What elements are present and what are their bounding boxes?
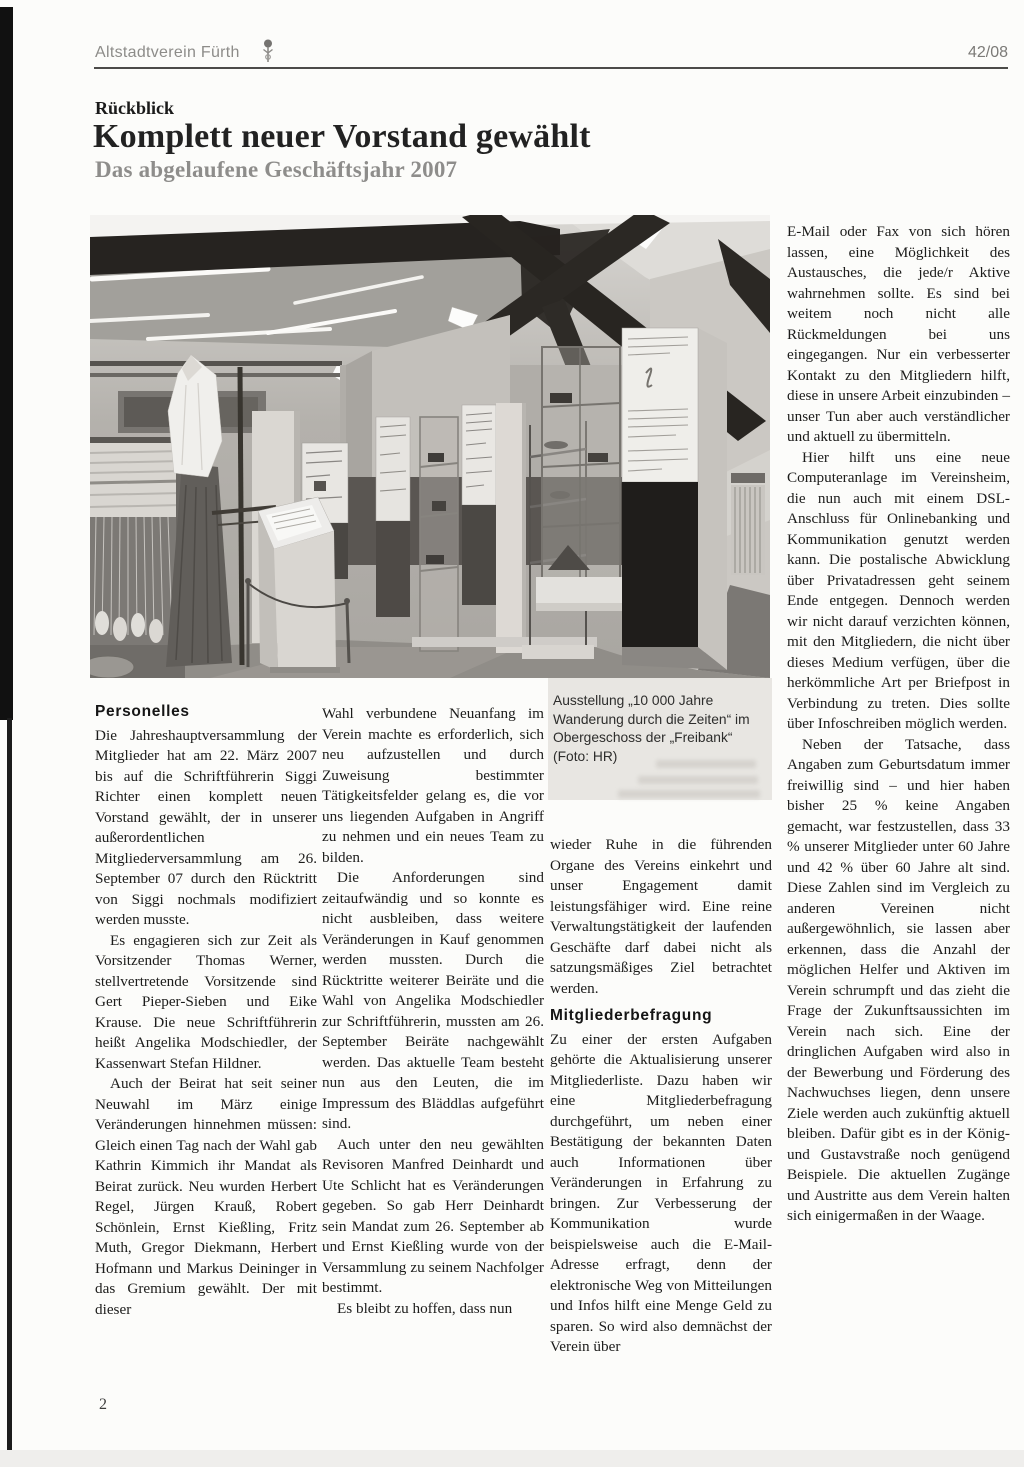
article-subtitle: Das abgelaufene Geschäftsjahr 2007 bbox=[95, 157, 458, 182]
scan-edge-artifact bbox=[0, 7, 13, 720]
section-heading-mitgliederbefragung: Mitgliederbefragung bbox=[550, 1007, 713, 1024]
section-heading-personelles: Personelles bbox=[95, 703, 190, 720]
masthead-rule bbox=[94, 67, 1008, 69]
paragraph: Es bleibt zu hoffen, dass nun bbox=[337, 1299, 513, 1317]
paragraph: Wahl verbundene Neuanfang im Verein machte es erforderlich, sich neu aufzustellen und durch Zuweisung bestimmter Tätigkeitsfelder gelang es, die vor uns liegenden Aufgaben in Angriff zu nehmen und ein neues Team zu bilden. bbox=[322, 705, 544, 866]
text-column-3 bbox=[550, 835, 772, 1358]
brand-name: Altstadtverein Fürth bbox=[95, 44, 240, 61]
text-column-1 bbox=[95, 702, 317, 1320]
text-column-2 bbox=[322, 704, 544, 1319]
altstadtverein-logo-icon bbox=[258, 38, 278, 65]
paragraph: Hier hilft uns eine neue Computeranlage im Vereinsheim, die nun auch mit einem DSL-Anschluss für Onlinebanking und Kommunikation genutzt werden kann. Die postalische Abwicklung über Privatadressen geht seinem Ende entgegen. Dennoch werden wir nicht darauf verzichten können, mit den Mitgliedern, die nicht über dieses Medium verfügen, über die herkömmliche Art per Briefpost in Verbindung zu treten. Dies sollte über Infoschreiben möglich werden. bbox=[787, 448, 1010, 732]
page-number: 2 bbox=[99, 1396, 107, 1413]
paragraph: Es engagieren sich zur Zeit als Vorsitzender Thomas Werner, stellvertretende Vorsitzende sind Gert Pieper-Sieben und Eike Krause. Die neue Schriftführerin heißt Angelika Modschiedler, der Kassenwart Stefan Hildner. bbox=[95, 931, 317, 1072]
paragraph: E-Mail oder Fax von sich hören lassen, eine Möglichkeit des Austausches, die jede/r Aktive wahrnehmen sollte. Es sind bei weitem noch nicht alle Rückmeldungen bei uns eingegangen. Nur ein verbesserter Kontakt zu den Mitgliedern hilft, diese in unsere Arbeit einzubinden – unser Tun aber auch verständlicher und aktuell zu übermitteln. bbox=[787, 223, 1010, 445]
paragraph: Auch der Beirat hat seit seiner Neuwahl im März einige Veränderungen hinnehmen müssen: Gleich einen Tag nach der Wahl gab Kathrin Kimmich ihr Mandat als Beirat zurück. Neu wurden Herbert Regel, Jürgen Krauß, Robert Schönlein, Ernst Kießling, Fritz Muth, Gregor Diekmann, Herbert Hofmann und Markus Deininger in das Gremium gewählt. Der mit dieser bbox=[95, 1075, 317, 1318]
paragraph: Die Anforderungen sind zeitaufwändig und so konnte es nicht ausbleiben, dass weitere Veränderungen in Kauf genommen werden mussten. Durch die Rücktritte weiterer Beiräte und die Wahl von Angelika Modschiedler zur Schriftführerin, mussten am 26. September Beiräte nachgewählt werden. Das aktuelle Team besteht nun aus den Leuten, die im Impressum des Bläddlas aufgeführt sind. bbox=[322, 869, 544, 1132]
paragraph: Neben der Tatsache, dass Angaben zum Geburtsdatum immer freiwillig sind – und hier haben bisher 25 % keine Angaben gemacht, war festzustellen, dass 33 % unserer Mitglieder unter 60 Jahre und 42 % über 60 Jahre alt sind. Diese Zahlen sind im Vergleich zu anderen Vereinen nicht außergewöhnlich, sie lassen aber erkennen, dass die Anzahl der möglichen Helfer und Aktiven im Verein schrumpft und das zieht die Frage der Zukunftsaussichten im Verein nach sich. Eine der dringlichen Aufgaben wird also in der Bewerbung und Förderung des Nachwuchses liegen, denn unsere Ziele werden auch zukünftig aktuell bleiben. Dafür gibt es in der König- und Gustavstraße noch genügend Beispiele. Die aktuellen Zugänge und Austritte aus dem Verein halten sich einigermaßen in der Waage. bbox=[787, 735, 1010, 1224]
article-kicker: Rückblick bbox=[95, 98, 175, 118]
article-title: Komplett neuer Vorstand gewählt bbox=[93, 118, 591, 155]
scan-edge-artifact-thin bbox=[7, 718, 12, 1460]
exhibition-photo bbox=[90, 215, 770, 678]
text-column-4 bbox=[787, 222, 1010, 1227]
paragraph: wieder Ruhe in die führenden Organe des Vereins einkehrt und unser Engagement damit leistungsfähiger wird. Eine reine Verwaltungstätigkeit der laufenden Geschäfte darf dabei nicht als satzungsmäßiges Ziel betrachtet werden. bbox=[550, 836, 772, 997]
paragraph: Die Jahreshauptversammlung der Mitglieder hat am 22. März 2007 bis auf die Schriftführerin Siggi Richter einen komplett neuen Vorstand gewählt, der in unserer außerordentlichen Mitgliederversammlung am 26. September 07 durch den Rücktritt von Siggi nochmals modifiziert werden musste. bbox=[95, 726, 317, 928]
large-info-stele bbox=[622, 328, 727, 670]
paragraph: Auch unter den neu gewählten Revisoren Manfred Deinhardt und Ute Schlicht hat es Veränderungen gegeben. So gab Herr Deinhardt sein Mandat zum 26. September ab und Ernst Kießling wurde von der Versammlung zu seinem Nachfolger bestimmt. bbox=[322, 1135, 544, 1296]
issue-number: 42/08 bbox=[967, 44, 1008, 61]
paragraph: Zu einer der ersten Aufgaben gehörte die Aktualisierung unserer Mitgliederliste. Dazu haben wir eine Mitgliederbefragung durchgeführt, um neben einer Bestätigung der bekannten Daten auch Informationen über Veränderungen in Erfahrung zu bringen. Zur Verbesserung der Kommunikation wurde beispielsweise auch die E-Mail-Adresse erfragt, denn der elektronische Weg von Mitteilungen und Infos hilft eine Menge Geld zu sparen. So wird also demnächst der Verein über bbox=[550, 1030, 772, 1355]
radiator bbox=[731, 473, 765, 575]
photo-caption: Ausstellung „10 000 Jahre Wanderung durch die Zeiten“ im Obergeschoss der „Freibank“ (Foto: HR) bbox=[553, 693, 750, 764]
scan-bottom-band bbox=[0, 1450, 1024, 1467]
